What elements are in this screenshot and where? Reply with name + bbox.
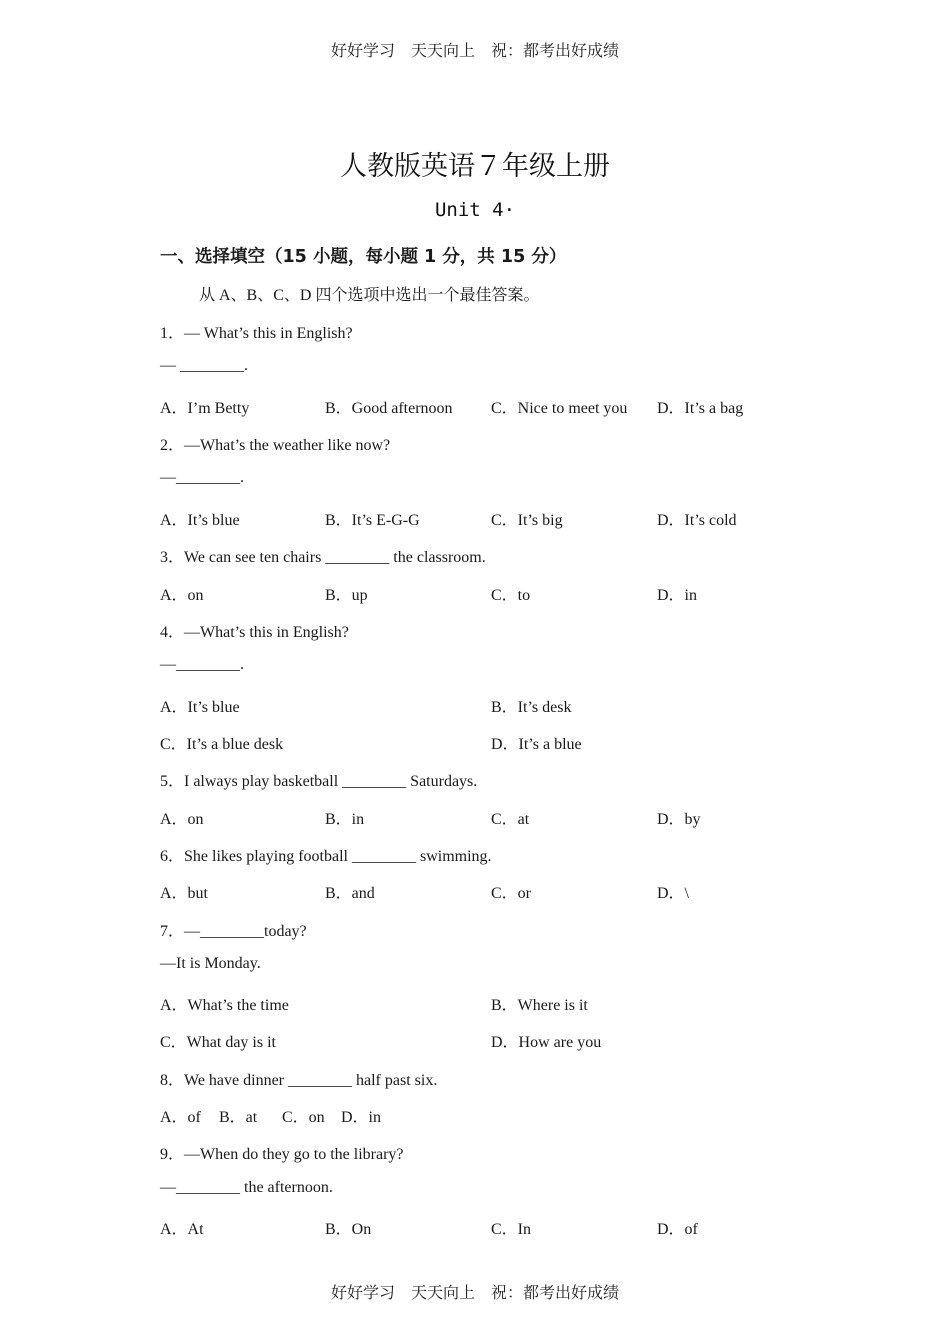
question-6-stem: 6．She likes playing football ________ swimming. [160,848,492,865]
question-3-option-c: C．to [491,587,531,604]
unit-subtitle: Unit 4· [434,199,516,221]
question-2-option-c: C．It’s big [491,512,563,529]
question-9-option-c: C．In [491,1221,532,1238]
question-1-option-c: C．Nice to meet you [491,400,628,417]
question-2-option-d: D．It’s cold [657,512,737,529]
question-4-answer-line: —________. [160,656,244,673]
question-4-option-d: D．It’s a blue [491,736,582,753]
question-7-option-c: C．What day is it [160,1034,276,1051]
question-5-option-b: B．in [325,811,365,828]
question-9-stem: 9．—When do they go to the library? [160,1146,404,1163]
question-1-option-d: D．It’s a bag [657,400,744,417]
question-1-answer-line: — ________. [160,357,248,374]
question-6-option-a: A．but [160,885,209,902]
question-9-option-d: D．of [657,1221,698,1238]
question-7-option-a: A．What’s the time [160,997,289,1014]
question-2-stem: 2．—What’s the weather like now? [160,437,391,454]
question-6-option-c: C．or [491,885,532,902]
question-1-option-b: B．Good afternoon [325,400,453,417]
question-4-option-c: C．It’s a blue desk [160,736,284,753]
question-5-option-c: C．at [491,811,530,828]
question-9-option-b: B．On [325,1221,372,1238]
question-6-option-b: B．and [325,885,375,902]
question-1-stem: 1．— What’s this in English? [160,325,353,342]
question-5-option-a: A．on [160,811,204,828]
question-7-option-d: D．How are you [491,1034,602,1051]
question-5-option-d: D．by [657,811,701,828]
question-3-option-a: A．on [160,587,204,604]
question-9-answer-line: —________ the afternoon. [160,1179,333,1196]
question-1-option-a: A．I’m Betty [160,400,250,417]
page-header: 好好学习 天天向上 祝：都考出好成绩 [330,41,619,60]
question-3-option-b: B．up [325,587,368,604]
question-3-option-d: D．in [657,587,698,604]
question-8-stem: 8．We have dinner ________ half past six. [160,1072,438,1089]
question-9-option-a: A．At [160,1221,204,1238]
question-7-option-b: B．Where is it [491,997,588,1014]
question-3-stem: 3．We can see ten chairs ________ the classroom. [160,549,486,566]
question-2-option-a: A．It’s blue [160,512,240,529]
question-8-option-a: A．of [160,1109,201,1126]
question-4-option-a: A．It’s blue [160,699,240,716]
question-5-stem: 5．I always play basketball ________ Saturdays. [160,773,478,790]
section-heading: 一、选择填空（15 小题，每小题 1 分，共 15 分） [160,247,567,267]
question-6-option-d: D．\ [657,885,690,902]
question-4-option-b: B．It’s desk [491,699,572,716]
question-8-option-c: C．on [282,1109,325,1126]
page-footer: 好好学习 天天向上 祝：都考出好成绩 [330,1283,619,1302]
question-2-answer-line: —________. [160,469,244,486]
page-title: 人教版英语７年级上册 [340,151,610,182]
question-4-stem: 4．—What’s this in English? [160,624,349,641]
question-8-option-d: D．in [341,1109,382,1126]
section-instruction: 从 A、B、C、D 四个选项中选出一个最佳答案。 [199,287,540,304]
question-8-option-b: B．at [219,1109,258,1126]
question-2-option-b: B．It’s E-G-G [325,512,420,529]
question-7-stem: 7．—________today? [160,923,307,940]
question-7-answer-line: —It is Monday. [160,955,261,972]
